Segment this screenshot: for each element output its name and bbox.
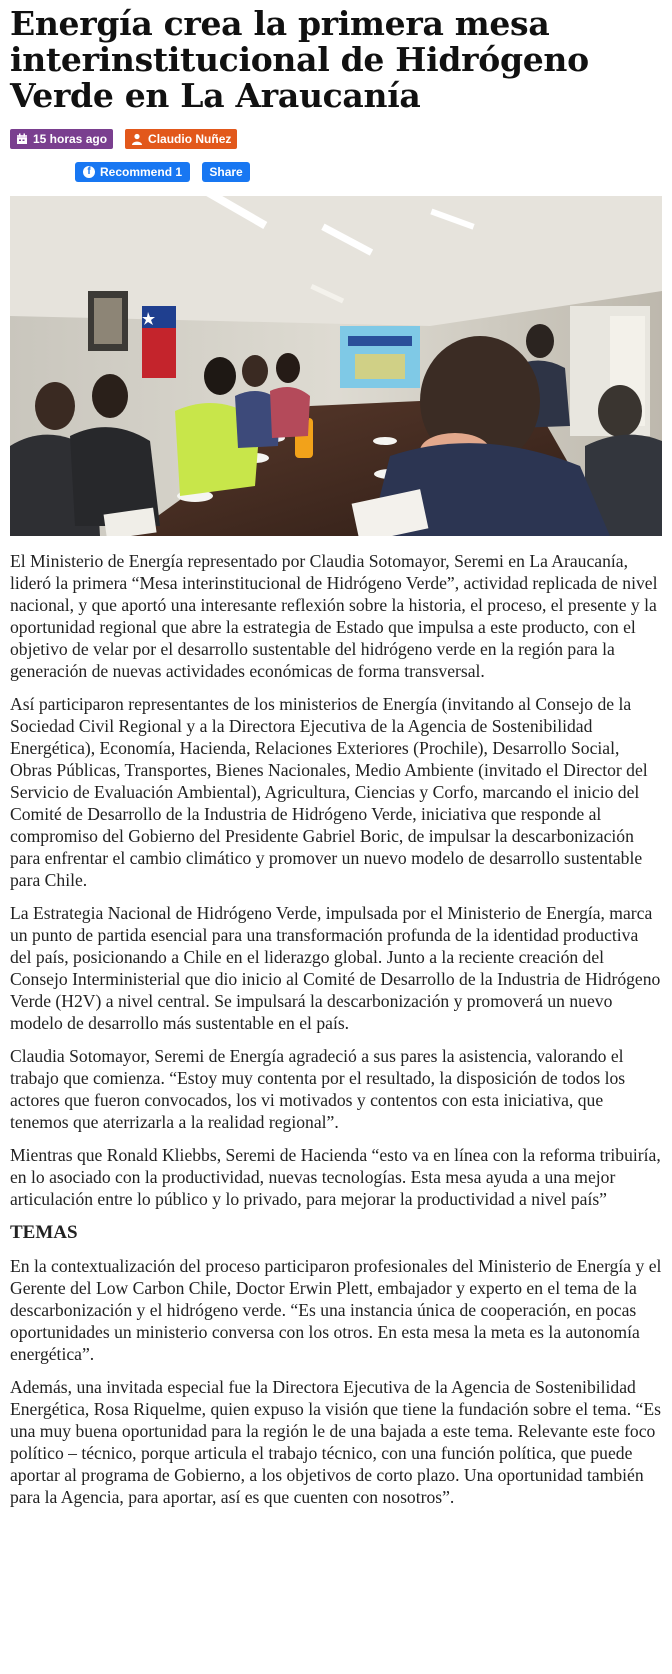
- paragraph: En la contextualización del proceso participaron profesionales del Ministerio de Energía y el Gerente del Low Carbon Chile, Doctor Erwin Plett, embajador y experto en el tema de la descarbonización y el hidrógeno verde. “Es una instancia única de cooperación, en pocas oportunidades un ministerio conversa con los otros. En esta mesa la meta es la autonomía energética”.: [10, 1256, 662, 1364]
- article-meta: [10, 128, 662, 150]
- paragraph: Mientras que Ronald Kliebbs, Seremi de Hacienda “esto va en línea con la reforma tribuiría, en lo asociado con la productividad, nuevas tecnologías. Esta mesa ayuda a una mejor articulación entre lo público y lo privado, para mejorar la productividad a nivel país”: [10, 1145, 661, 1209]
- paragraph: Claudia Sotomayor, Seremi de Energía agradeció a sus pares la asistencia, valorando el trabajo que comienza. “Estoy muy contenta por el resultado, la disposición de todos los actores que fueron convocados, los vi motivados y contentos con esta iniciativa, que tenemos que aterrizarla a la realidad regional”.: [10, 1046, 626, 1132]
- share-button[interactable]: [202, 162, 250, 182]
- paragraph: El Ministerio de Energía representado por Claudia Sotomayor, Seremi en La Araucanía, lideró la primera “Mesa interinstitucional de Hidrógeno Verde”, actividad replicada de nivel nacional, y que aportó una interesante reflexión sobre la historia, el proceso, el presente y la oportunidad regional que abre la estrategia de Estado que impulsa a este producto, con el objetivo de velar por el desarrollo sustentable del hidrógeno verde en la región para la generación de nuevas actividades económicas de forma transversal.: [10, 551, 658, 681]
- social-buttons: [10, 162, 662, 182]
- paragraph: Así participaron representantes de los ministerios de Energía (invitando al Consejo de la Sociedad Civil Regional y a la Directora Ejecutiva de la Agencia de Sostenibilidad Energética), Economía, Hacienda, Relaciones Exteriores (Prochile), Desarrollo Social, Obras Públicas, Transportes, Bienes Nacionales, Medio Ambiente (invitado el Director del Servicio de Evaluación Ambiental), Agricultura, Ciencias y Corfo, marcando el inicio del Comité de Desarrollo de la Industria de Hidrógeno Verde, iniciativa que responde al compromiso del Gobierno del Presidente Gabriel Boric, de impulsar la descarbonización para enfrentar el cambio climático y promover un nuevo modelo de desarrollo sustentable para Chile.: [10, 694, 648, 890]
- share-label: Share: [209, 165, 243, 179]
- paragraph: La Estrategia Nacional de Hidrógeno Verde, impulsada por el Ministerio de Energía, marca un punto de partida esencial para una transformación profunda de la identidad productiva del país, posicionando a Chile en el liderazgo global. Junto a la reciente creación del Consejo Interministerial que dio inicio al Comité de Desarrollo de la Industria de Hidrógeno Verde (H2V) a nivel central. Se impulsará la descarbonización y promoverá un nuevo modelo de desarrollo más sustentable en el país.: [10, 903, 661, 1033]
- article-photo: [10, 196, 662, 536]
- article-date: 15 horas ago: [33, 132, 108, 146]
- recommend-button[interactable]: [75, 162, 190, 182]
- section-heading: TEMAS: [10, 1222, 78, 1243]
- article-body: [10, 550, 662, 1508]
- calendar-icon: [16, 133, 28, 145]
- author-badge[interactable]: [125, 129, 237, 149]
- date-badge: [10, 129, 113, 149]
- user-icon: [131, 133, 143, 145]
- article-author: Claudio Nuñez: [148, 132, 232, 146]
- article-title: Energía crea la primera mesa interinstitucional de Hidrógeno Verde en La Araucanía: [10, 4, 589, 115]
- paragraph: Además, una invitada especial fue la Directora Ejecutiva de la Agencia de Sostenibilidad Energética, Rosa Riquelme, quien expuso la visión que tiene la fundación sobre el tema. “Es una muy buena oportunidad para la región le de una bajada a este tema. Relevante este foco político – técnico, porque articula el trabajo técnico, con una función política, que puede aportar al programa de Gobierno, a los objetivos de corto plazo. Una oportunidad también para la Agencia, para aportar, así es que cuenten con nosotros”.: [10, 1377, 661, 1507]
- recommend-label: Recommend 1: [100, 165, 183, 179]
- facebook-icon: f: [83, 166, 95, 178]
